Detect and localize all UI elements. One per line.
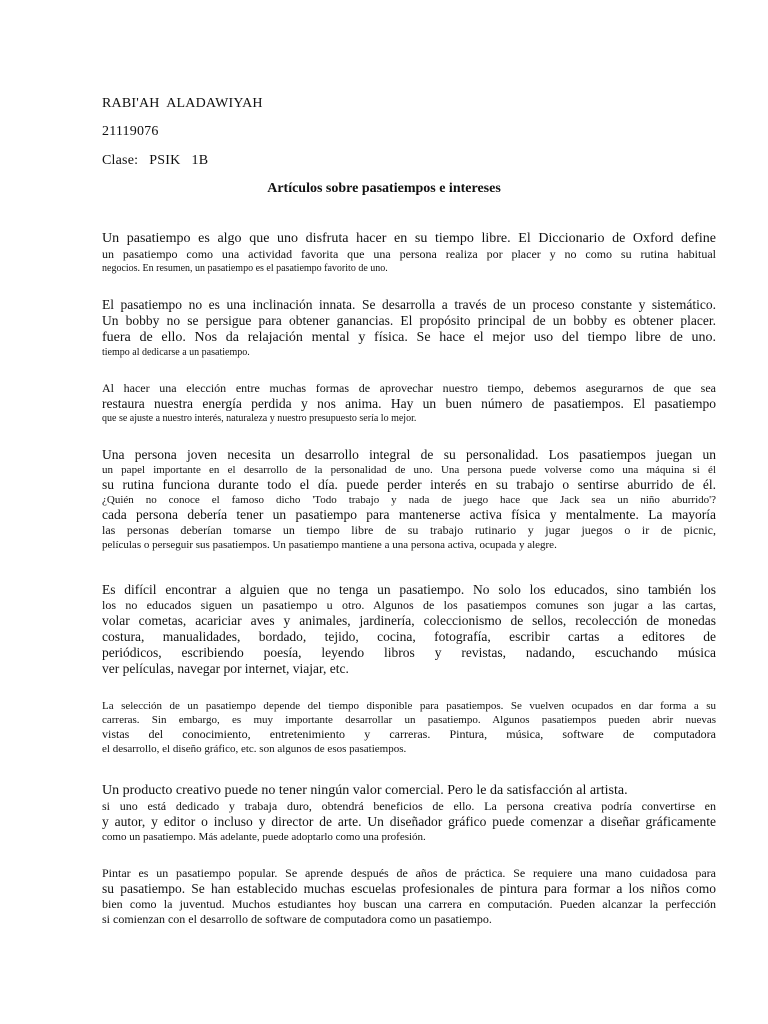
text-line: Pintar es un pasatiempo popular. Se aprende después de años de práctica. Se requiere una mano cuidadosa para (102, 866, 716, 880)
text-line: películas o perseguir sus pasatiempos. Un pasatiempo mantiene a una persona activa, ocupada y alegre. (102, 539, 557, 551)
paragraph-6 (102, 699, 716, 756)
text-line: ver películas, navegar por internet, viajar, etc. (102, 661, 349, 676)
author-name: RABI'AH ALADAWIYAH (102, 96, 263, 111)
text-line: restaura nuestra energía perdida y nos anima. Hay un buen número de pasatiempos. El pasatiempo (102, 396, 716, 411)
document-title: Artículos sobre pasatiempos e intereses (267, 181, 501, 196)
text-line: su rutina funciona durante todo el día. puede perder interés en su trabajo o sentirse aburrido de él. (102, 477, 716, 492)
text-line: que se ajuste a nuestro interés, naturaleza y nuestro presupuesto sería lo mejor. (102, 413, 417, 424)
text-line: Una persona joven necesita un desarrollo integral de su personalidad. Los pasatiempos juegan un (102, 447, 716, 462)
paragraph-3 (102, 381, 716, 425)
paragraph-4 (102, 447, 716, 552)
text-line: bien como la juventud. Muchos estudiantes hoy buscan una carrera en computación. Pueden alcanzar la perfección (102, 897, 716, 911)
text-line: periódicos, escribiendo poesía, leyendo libros y revistas, nadando, escuchando música (102, 645, 716, 660)
paragraph-2 (102, 297, 716, 359)
text-line: y autor, y editor o incluso y director de arte. Un diseñador gráfico puede comenzar a diseñar gráficamente (102, 814, 716, 829)
paragraph-8 (102, 866, 716, 927)
text-line: El pasatiempo no es una inclinación innata. Se desarrolla a través de un proceso constante y sistemático. (102, 297, 716, 312)
text-line: como un pasatiempo. Más adelante, puede adoptarlo como una profesión. (102, 831, 426, 843)
text-line: Un producto creativo puede no tener ningún valor comercial. Pero le da satisfacción al artista. (102, 783, 628, 798)
class-line: Clase: PSIK 1B (102, 153, 209, 168)
paragraph-1 (102, 230, 716, 275)
paragraph-7 (102, 782, 716, 844)
text-line: carreras. Sin embargo, es muy importante desarrollar un pasatiempo. Algunos pasatiempos pueden abrir nuevas (102, 714, 716, 726)
text-line: las personas deberían tomarse un tiempo libre de su trabajo rutinario y jugar juegos o ir de picnic, (102, 523, 716, 537)
text-line: un pasatiempo como una actividad favorita que una persona realiza por placer y no como su rutina habitual (102, 247, 716, 261)
student-id: 21119076 (102, 124, 159, 139)
text-line: los no educados siguen un pasatiempo u otro. Algunos de los pasatiempos comunes son jugar a las cartas, (102, 598, 716, 612)
text-line: si comienzan con el desarrollo de software de computadora como un pasatiempo. (102, 912, 492, 926)
text-line: Al hacer una elección entre muchas formas de aprovechar nuestro tiempo, debemos asegurarnos de que sea (102, 381, 716, 395)
text-line: Es difícil encontrar a alguien que no tenga un pasatiempo. No solo los educados, sino también los (102, 582, 716, 597)
text-line: La selección de un pasatiempo depende del tiempo disponible para pasatiempos. Se vuelven ocupados en dar forma a su (102, 700, 716, 712)
text-line: vistas del conocimiento, entretenimiento y carreras. Pintura, música, software de computadora (102, 727, 716, 741)
text-line: un papel importante en el desarrollo de la personalidad de uno. Una persona puede volverse como una máquina si él (102, 464, 716, 476)
text-line: negocios. En resumen, un pasatiempo es el pasatiempo favorito de uno. (102, 263, 388, 274)
text-line: costura, manualidades, bordado, tejido, cocina, fotografía, escribir cartas a editores de (102, 629, 716, 644)
text-line: fuera de ello. Nos da relajación mental y física. Se hace el mejor uso del tiempo libre de uno. (102, 330, 716, 345)
text-line: Un pasatiempo es algo que uno disfruta hacer en su tiempo libre. El Diccionario de Oxford define (102, 231, 716, 246)
text-line: Un bobby no se persigue para obtener ganancias. El propósito principal de un bobby es obtener placer. (102, 313, 716, 328)
text-line: si uno está dedicado y trabaja duro, obtendrá beneficios de ello. La persona creativa podría convertirse en (102, 799, 716, 813)
text-line: cada persona debería tener un pasatiempo para mantenerse activa física y mentalmente. La mayoría (102, 507, 716, 522)
text-line: ¿Quién no conoce el famoso dicho 'Todo trabajo y nada de juego hace que Jack sea un niño aburrido'? (102, 494, 716, 506)
text-line: tiempo al dedicarse a un pasatiempo. (102, 347, 250, 358)
text-line: volar cometas, acariciar aves y animales, jardinería, coleccionismo de sellos, recolección de monedas (102, 613, 716, 628)
text-line: su pasatiempo. Se han establecido muchas escuelas profesionales de pintura para formar a los niños como (102, 881, 716, 896)
paragraph-5 (102, 582, 716, 677)
text-line: el desarrollo, el diseño gráfico, etc. son algunos de esos pasatiempos. (102, 743, 407, 755)
